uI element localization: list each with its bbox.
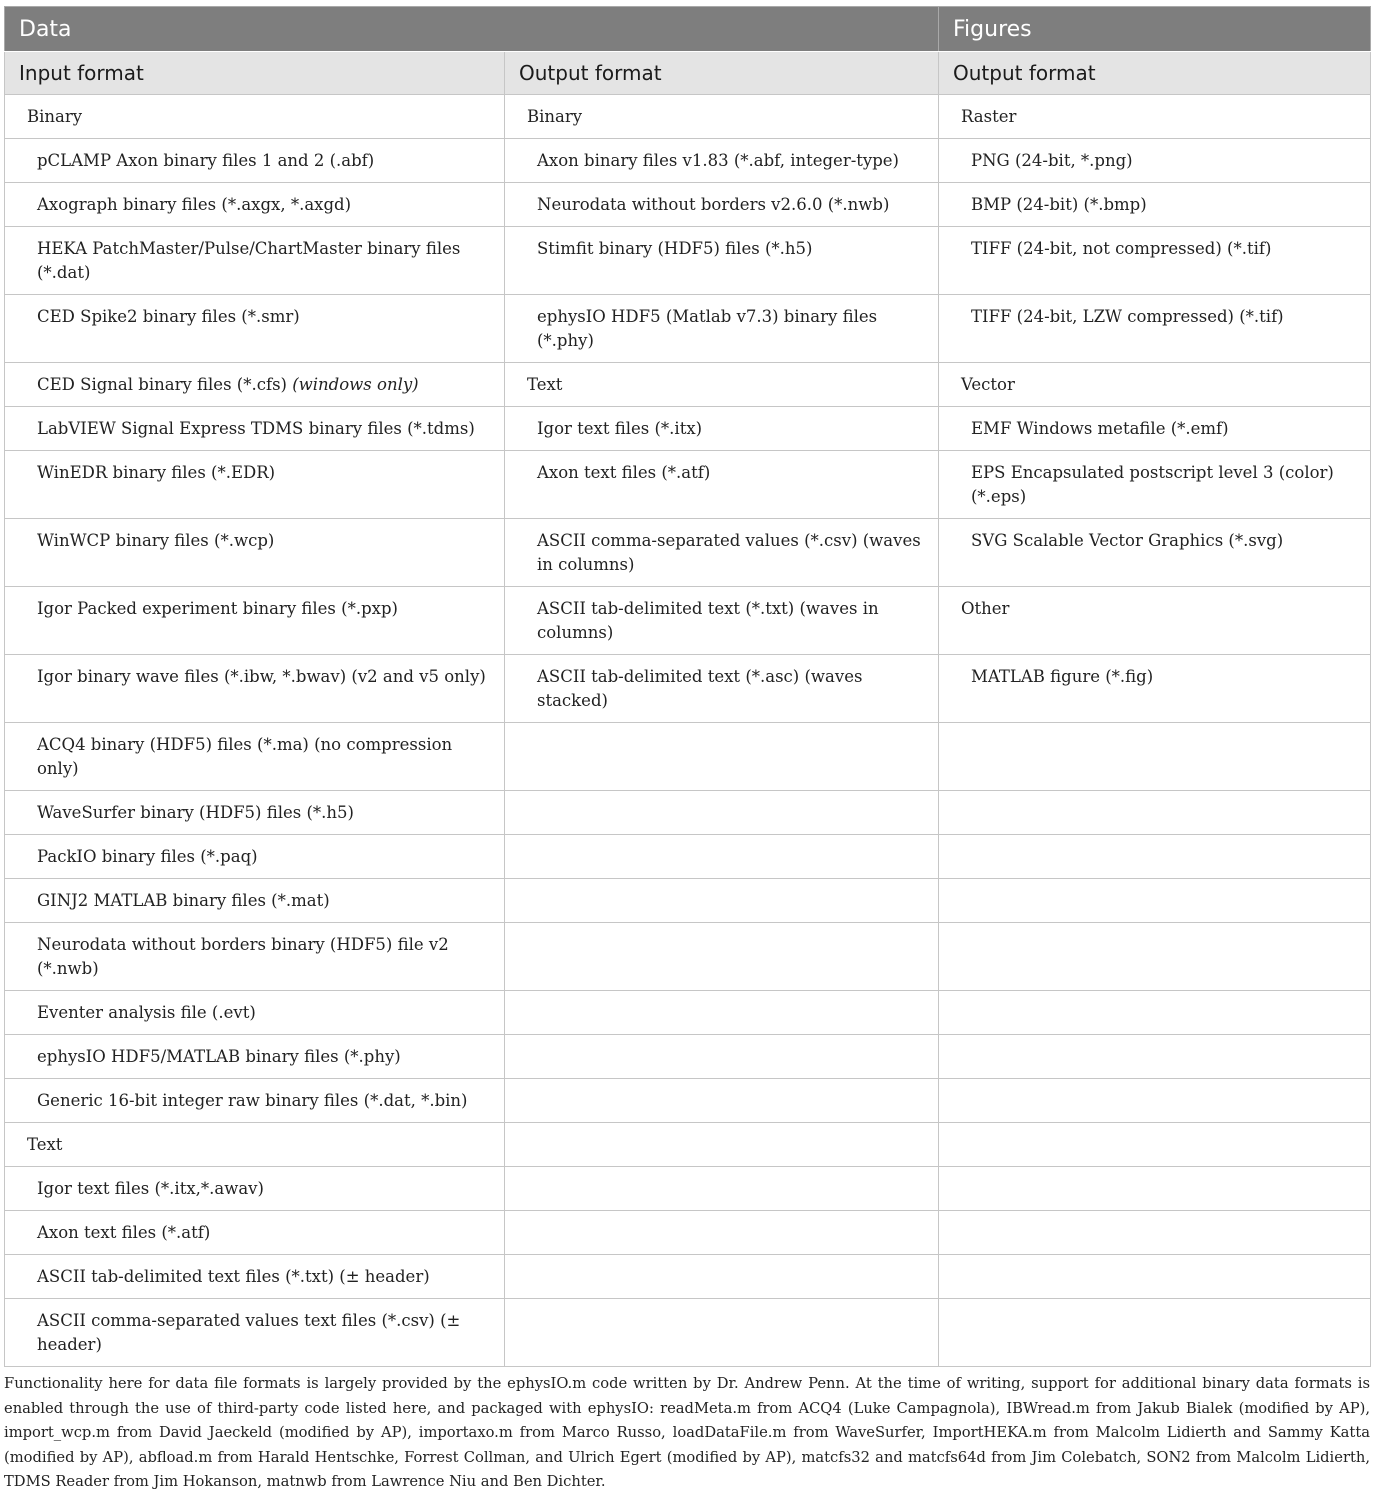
table-row [5,295,1371,363]
cell-text: WinEDR binary files (*.EDR) [37,463,276,482]
cell-text: PNG (24-bit, *.png) [971,151,1133,170]
cell-text: PackIO binary files (*.paq) [37,847,258,866]
table-row [5,923,1371,991]
format-cell [505,587,939,655]
format-cell [505,723,939,791]
format-cell [939,835,1371,879]
cell-text: Igor text files (*.itx) [537,419,703,438]
format-cell [5,1299,505,1367]
format-cell [939,295,1371,363]
cell-text: ephysIO HDF5/MATLAB binary files (*.phy) [37,1047,401,1066]
cell-text: LabVIEW Signal Express TDMS binary files (*.tdms) [37,419,475,438]
format-cell [505,1167,939,1211]
format-cell [5,879,505,923]
section-label-cell [939,95,1371,139]
cell-italic-note: (windows only) [292,375,419,394]
format-cell [505,1299,939,1367]
format-cell [5,923,505,991]
table-row [5,451,1371,519]
cell-text: ASCII tab-delimited text (*.asc) (waves stacked) [537,667,863,710]
format-cell [505,407,939,451]
format-cell [939,1035,1371,1079]
cell-text: Axon text files (*.atf) [37,1223,211,1242]
format-cell [5,227,505,295]
column-header-row [5,52,1371,95]
format-cell [505,519,939,587]
format-cell [5,655,505,723]
table-row [5,1167,1371,1211]
cell-text: Vector [961,375,1015,394]
format-cell [939,923,1371,991]
table-row [5,1035,1371,1079]
table-row [5,991,1371,1035]
cell-text: ASCII tab-delimited text files (*.txt) (± header) [37,1267,430,1286]
format-cell [5,991,505,1035]
cell-text: Igor text files (*.itx,*.awav) [37,1179,264,1198]
section-label-cell [939,363,1371,407]
cell-text: Igor binary wave files (*.ibw, *.bwav) (v2 and v5 only) [37,667,486,686]
cell-text: SVG Scalable Vector Graphics (*.svg) [971,531,1284,550]
cell-text: Neurodata without borders binary (HDF5) file v2 (*.nwb) [37,935,449,978]
cell-text: Binary [527,107,583,126]
cell-text: Stimfit binary (HDF5) files (*.h5) [537,239,813,258]
cell-text: Igor Packed experiment binary files (*.pxp) [37,599,398,618]
format-cell [505,791,939,835]
format-cell [505,183,939,227]
format-cell [939,1123,1371,1167]
section-label-cell [5,95,505,139]
group-header-row [5,7,1371,52]
table-row [5,183,1371,227]
format-cell [505,655,939,723]
column-header-data-output-format: Output format [505,52,939,95]
format-cell [5,363,505,407]
format-cell [939,879,1371,923]
format-cell [939,723,1371,791]
format-cell [5,1167,505,1211]
cell-text: EMF Windows metafile (*.emf) [971,419,1229,438]
format-cell [5,723,505,791]
format-cell [939,227,1371,295]
table-row [5,519,1371,587]
format-cell [5,791,505,835]
table-row [5,587,1371,655]
cell-text: EPS Encapsulated postscript level 3 (color) (*.eps) [971,463,1334,506]
cell-text: ephysIO HDF5 (Matlab v7.3) binary files (*.phy) [537,307,878,350]
cell-text: HEKA PatchMaster/Pulse/ChartMaster binary files (*.dat) [37,239,461,282]
table-row [5,835,1371,879]
format-cell [939,1211,1371,1255]
format-cell [939,519,1371,587]
table-row [5,1211,1371,1255]
format-cell [5,519,505,587]
format-cell [939,791,1371,835]
format-cell [505,1035,939,1079]
cell-text: ASCII tab-delimited text (*.txt) (waves in columns) [537,599,879,642]
format-cell [939,407,1371,451]
table-row [5,1299,1371,1367]
format-cell [5,1255,505,1299]
format-cell [505,1123,939,1167]
table-row [5,1255,1371,1299]
section-label-cell [5,1123,505,1167]
table-row [5,879,1371,923]
format-cell [5,451,505,519]
table-row [5,655,1371,723]
cell-text: WaveSurfer binary (HDF5) files (*.h5) [37,803,354,822]
format-cell [5,183,505,227]
format-cell [5,1211,505,1255]
format-cell [5,407,505,451]
format-cell [505,1255,939,1299]
format-cell [5,295,505,363]
cell-text: Axograph binary files (*.axgx, *.axgd) [37,195,352,214]
format-cell [505,139,939,183]
column-header-figures-output-format: Output format [939,52,1371,95]
cell-text: CED Signal binary files (*.cfs) [37,375,293,394]
format-cell [505,991,939,1035]
cell-text: Binary [27,107,83,126]
format-cell [939,655,1371,723]
format-cell [5,139,505,183]
table-row [5,227,1371,295]
cell-text: Text [27,1135,63,1154]
cell-text: BMP (24-bit) (*.bmp) [971,195,1147,214]
section-label-cell [505,363,939,407]
cell-text: Neurodata without borders v2.6.0 (*.nwb) [537,195,890,214]
format-cell [505,1211,939,1255]
cell-text: Eventer analysis file (.evt) [37,1003,256,1022]
format-cell [939,991,1371,1035]
cell-text: GINJ2 MATLAB binary files (*.mat) [37,891,330,910]
cell-text: pCLAMP Axon binary files 1 and 2 (.abf) [37,151,375,170]
format-cell [505,1079,939,1123]
cell-text: Raster [961,107,1017,126]
format-cell [939,451,1371,519]
format-cell [505,835,939,879]
format-cell [5,835,505,879]
table-row [5,95,1371,139]
format-cell [505,879,939,923]
cell-text: TIFF (24-bit, LZW compressed) (*.tif) [971,307,1284,326]
format-cell [939,1079,1371,1123]
format-cell [5,587,505,655]
cell-text: Axon binary files v1.83 (*.abf, integer-type) [537,151,899,170]
group-header-figures: Figures [939,7,1371,52]
format-cell [505,295,939,363]
format-cell [505,227,939,295]
format-cell [5,1079,505,1123]
table-row [5,723,1371,791]
document [4,6,1370,1495]
cell-text: MATLAB figure (*.fig) [971,667,1154,686]
table-row [5,139,1371,183]
cell-text: Generic 16-bit integer raw binary files (*.dat, *.bin) [37,1091,468,1110]
format-cell [505,923,939,991]
format-cell [939,183,1371,227]
file-formats-table [4,6,1371,1367]
section-label-cell [505,95,939,139]
table-row [5,1079,1371,1123]
table-footnote: Functionality here for data file formats is largely provided by the ephysIO.m code written by Dr. Andrew Penn. At the time of writing, support for additional binary data formats is enabled through the use of third-party code listed here, and packaged with ephysIO: readMeta.m from ACQ4 (Luke Campagnola), IBWread.m from Jakub Bialek (modified by AP), import_wcp.m from David Jaeckeld (modified by AP), importaxo.m from Marco Russo, loadDataFile.m from WaveSurfer, ImportHEKA.m from Malcolm Lidierth and Sammy Katta (modified by AP), abfload.m from Harald Hentschke, Forrest Collman, and Ulrich Egert (modified by AP), matcfs32 and matcfs64d from Jim Colebatch, SON2 from Malcolm Lidierth, TDMS Reader from Jim Hokanson, matnwb from Lawrence Niu and Ben Dichter. [4,1375,1370,1490]
cell-text: CED Spike2 binary files (*.smr) [37,307,300,326]
format-cell [939,1299,1371,1367]
cell-text: ACQ4 binary (HDF5) files (*.ma) (no compression only) [37,735,453,778]
cell-text: ASCII comma-separated values text files (*.csv) (± header) [37,1311,461,1354]
format-cell [939,1167,1371,1211]
format-cell [5,1035,505,1079]
table-row [5,1123,1371,1167]
cell-text: ASCII comma-separated values (*.csv) (waves in columns) [537,531,921,574]
cell-text: Other [961,599,1010,618]
section-label-cell [939,587,1371,655]
table-row [5,791,1371,835]
format-cell [939,1255,1371,1299]
table-row [5,407,1371,451]
table-row [5,363,1371,407]
cell-text: WinWCP binary files (*.wcp) [37,531,275,550]
format-cell [505,451,939,519]
column-header-input-format: Input format [5,52,505,95]
group-header-data: Data [5,7,939,52]
cell-text: Text [527,375,563,394]
table-body [5,95,1371,1367]
cell-text: TIFF (24-bit, not compressed) (*.tif) [971,239,1272,258]
cell-text: Axon text files (*.atf) [537,463,711,482]
format-cell [939,139,1371,183]
